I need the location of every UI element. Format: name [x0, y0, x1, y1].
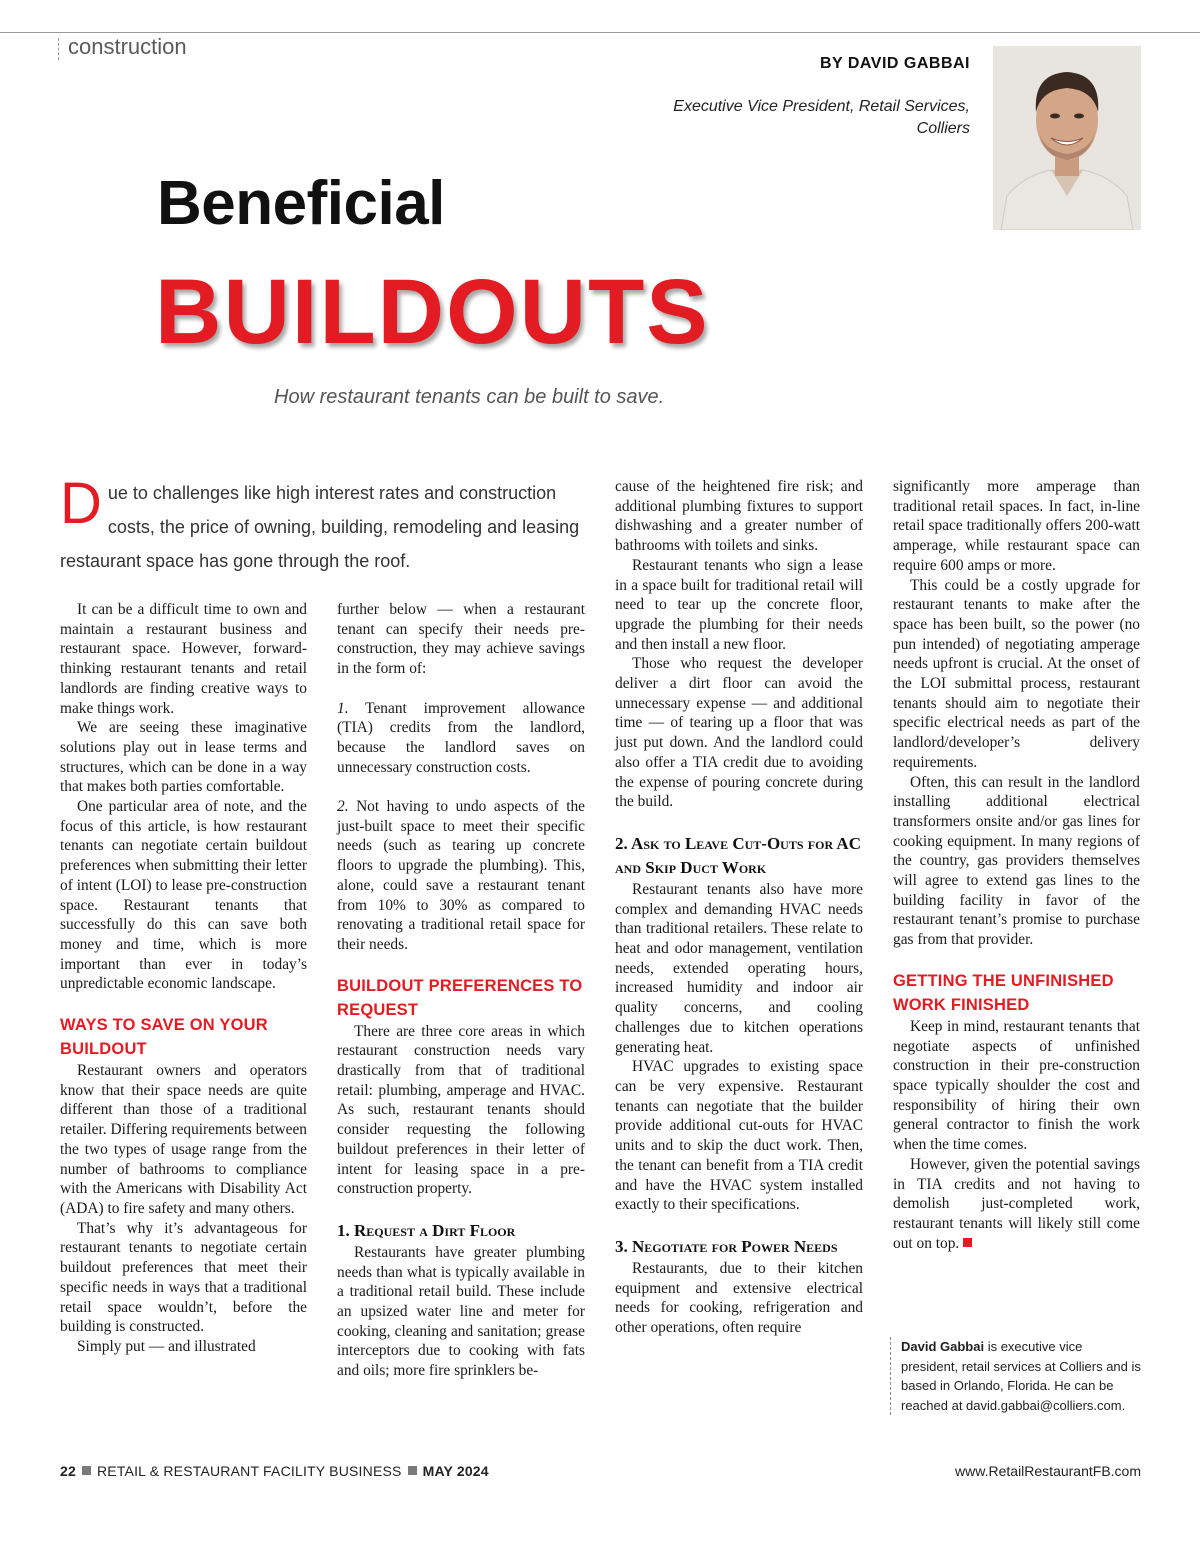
- square-bullet-icon: [408, 1466, 417, 1475]
- square-bullet-icon: [82, 1466, 91, 1475]
- subhead: WAYS TO SAVE ON YOUR BUILDOUT: [60, 1016, 268, 1059]
- author-company: Colliers: [916, 120, 970, 137]
- headline-line-2: BUILDOUTS: [155, 261, 710, 363]
- drop-cap: D: [60, 471, 102, 536]
- list-text: Not having to undo aspects of the just-built space to meet their specific needs (such as tearing up concrete floors to upgrade the plumbing). This, alone, could save a restaurant tenant from 10% to 30% as compared to renovating a traditional retail space for their needs.: [337, 798, 585, 953]
- column-1: [60, 600, 307, 1357]
- closing-text: However, given the potential savings in TIA credits and not having to demolish just-completed work, restaurant tenants will likely still come out on top.: [893, 1155, 1140, 1252]
- column-4: [893, 477, 1140, 1253]
- page-number: 22: [60, 1463, 76, 1479]
- footer-folio: [60, 1463, 489, 1479]
- paragraph: Often, this can result in the landlord installing additional electrical transformers onsite and/or gas lines for cooking equipment. In many regions of the country, gas providers themselves will agree to extend gas lines to the building facility in favor of the restaurant tenant’s promise to purchase gas from that provider.: [893, 773, 1140, 949]
- column-3: [615, 477, 863, 1338]
- author-title-line: Executive Vice President, Retail Services,: [673, 98, 970, 115]
- paragraph: There are three core areas in which restaurant construction needs vary drastically from that of traditional retail: plumbing, amperage and HVAC. As such, restaurant tenants should consider requesting the following buildout preferences in their letter of intent for leasing space in a pre-construction property.: [337, 1022, 585, 1198]
- list-item: [337, 699, 585, 778]
- paragraph: Keep in mind, restaurant tenants that negotiate aspects of unfinished construction in their pre-construction space typically shoulder the cost and responsibility of hiring their own general contractor to finish the work when the time comes.: [893, 1017, 1140, 1154]
- author-title: [610, 96, 970, 140]
- bio-text: is executive vice president, retail services at Colliers and is based in Orlando, Florida. He can be reached at david.gabbai@colliers.com.: [901, 1339, 1141, 1413]
- paragraph: Simply put — and illustrated: [77, 1337, 256, 1355]
- publication-name: RETAIL & RESTAURANT FACILITY BUSINESS: [96, 1463, 402, 1479]
- byline: BY DAVID GABBAI: [819, 55, 970, 72]
- numbered-subhead: 1. Request a Dirt Floor: [337, 1220, 516, 1240]
- intro-paragraph: [60, 471, 585, 578]
- numbered-subhead: 2. Ask to Leave Cut-Outs for AC and Skip Duct Work: [615, 833, 861, 877]
- section-label: construction: [68, 34, 187, 59]
- author-bio: [890, 1337, 1141, 1415]
- paragraph: HVAC upgrades to existing space can be very expensive. Restaurant tenants can negotiate that the builder provide additional cut-outs for HVAC units and to skip the duct work. Then, the tenant can benefit from a TIA credit and have the HVAC system installed exactly to their specifications.: [615, 1058, 863, 1214]
- list-text: Tenant improvement allowance (TIA) credits from the landlord, because the landlord saves on unnecessary construction costs.: [337, 699, 585, 776]
- paragraph: cause of the heightened fire risk; and additional plumbing fixtures to support dishwashing and a greater number of bathrooms with toilets and sinks.: [615, 478, 863, 555]
- deck: How restaurant tenants can be built to save.: [274, 386, 665, 408]
- numbered-subhead: 3. Negotiate for Power Needs: [615, 1236, 838, 1256]
- paragraph: significantly more amperage than traditional retail spaces. In fact, in-line retail space traditionally offers 200-watt amperage, while restaurant space can require 600 amps or more.: [893, 478, 1140, 574]
- paragraph: Restaurant tenants also have more complex and demanding HVAC needs than traditional retailers. These relate to heat and odor management, ventilation needs, extended operating hours, increased humidity and indoor air quality concerns, and cooling challenges due to kitchen operations generating heat.: [615, 880, 863, 1056]
- bio-name: David Gabbai: [901, 1339, 985, 1354]
- paragraph: One particular area of note, and the focus of this article, is how restaurant tenants can negotiate certain buildout preferences when submitting their letter of intent (LOI) to lease pre-construction space. Restaurant tenants that successfully do this can save both money and time, which is more important than ever in today’s unpredictable economic landscape.: [60, 798, 307, 993]
- subhead: BUILDOUT PREFERENCES TO REQUEST: [337, 976, 583, 1019]
- footer-url[interactable]: www.RetailRestaurantFB.com: [955, 1463, 1141, 1479]
- subhead: GETTING THE UNFINISHED WORK FINISHED: [893, 971, 1114, 1014]
- paragraph: Restaurants have greater plumbing needs than what is typically available in a traditional retail build. These include an upsized water line and meter for cooking, cleaning and sanitation; grease interceptors due to cooking with fats and oils; more fire sprinklers be-: [337, 1243, 585, 1380]
- paragraph: further below — when a restaurant tenant can specify their needs pre-construction, they may achieve savings in the form of:: [337, 601, 585, 678]
- paragraph: Restaurant owners and operators know that their space needs are quite different than those of a traditional retailer. Differing requirements between the two types of usage range from the number of bathrooms to compliance with the Americans with Disability Act (ADA) to fire safety and many others.: [60, 1062, 307, 1217]
- paragraph: [893, 1155, 1140, 1254]
- paragraph: This could be a costly upgrade for restaurant tenants to make after the space has been built, so the power (no pun intended) of negotiating amperage needs upfront is crucial. At the onset of the LOI submittal process, restaurant tenants should aim to negotiate their specific electrical needs as part of the landlord/developer’s delivery requirements.: [893, 576, 1140, 771]
- author-photo: [993, 46, 1141, 230]
- headline-line-1: Beneficial: [157, 169, 445, 238]
- list-item: [337, 797, 585, 955]
- paragraph: Those who request the developer deliver a dirt floor can avoid the unnecessary expense — and additional time — of tearing up a floor that was just put down. And the landlord could also offer a TIA credit due to avoiding the expense of pouring concrete during the build.: [615, 655, 863, 811]
- issue-date: MAY 2024: [422, 1463, 489, 1479]
- paragraph: It can be a difficult time to own and maintain a restaurant business and restaurant space. However, forward-thinking restaurant tenants and retail landlords are finding creative ways to make things work.: [60, 601, 307, 717]
- top-rule: [0, 32, 1200, 33]
- intro-text: ue to challenges like high interest rates and construction costs, the price of owning, building, remodeling and leasing restaurant space has gone through the roof.: [60, 483, 580, 571]
- paragraph: Restaurant tenants who sign a lease in a space built for traditional retail will need to tear up the concrete floor, upgrade the plumbing for their needs and then install a new floor.: [615, 556, 863, 653]
- section-divider: [58, 38, 59, 60]
- column-2: [337, 600, 585, 1381]
- end-mark-icon: [963, 1238, 972, 1247]
- author-portrait-icon: [993, 46, 1141, 230]
- paragraph: We are seeing these imaginative solutions play out in lease terms and structures, which can be done in a way that makes both parties comfortable.: [60, 719, 307, 796]
- paragraph: Restaurants, due to their kitchen equipment and extensive electrical needs for cooking, refrigeration and other operations, often require: [615, 1259, 863, 1337]
- list-number: 1.: [337, 699, 349, 717]
- list-number: 2.: [337, 798, 349, 815]
- paragraph: That’s why it’s advantageous for restaurant tenants to negotiate certain buildout preferences that meet their specific needs in ways that a traditional retail space wouldn’t, before the building is constructed.: [60, 1219, 307, 1336]
